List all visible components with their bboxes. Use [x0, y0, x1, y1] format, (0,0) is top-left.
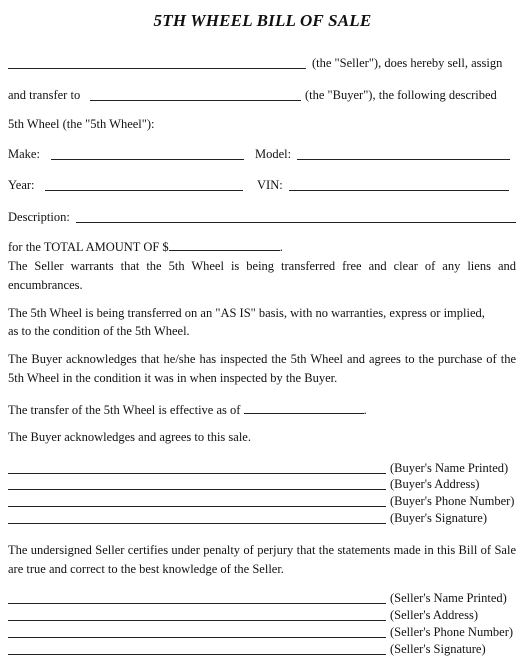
- seller-phone-label: (Seller's Phone Number): [390, 625, 514, 639]
- seller-certification-paragraph: The undersigned Seller certifies under penalty of perjury that the statements made in this Bill of Sale are true and correct to the best knowledge of the Seller.: [8, 543, 516, 576]
- seller-signature-label: (Seller's Signature): [390, 642, 486, 656]
- seller-signature-field[interactable]: [8, 643, 386, 655]
- buyer-address-field[interactable]: [8, 478, 386, 490]
- buyer-signature-label: (Buyer's Signature): [390, 511, 488, 525]
- year-label: Year:: [8, 178, 35, 192]
- buyer-agreement: The Buyer acknowledges and agrees to this sale.: [8, 430, 251, 444]
- buyer-signature-field[interactable]: [8, 512, 386, 524]
- buyer-name-printed-field[interactable]: [8, 462, 386, 474]
- vin-field[interactable]: [289, 179, 509, 191]
- buyer-name-blank[interactable]: [90, 89, 301, 101]
- vin-label: VIN:: [257, 178, 283, 192]
- as-is-line-1: The 5th Wheel is being transferred on an "AS IS" basis, with no warranties, express or implied,: [8, 306, 485, 320]
- seller-phone-field[interactable]: [8, 626, 386, 638]
- as-is-line-2: as to the condition of the 5th Wheel.: [8, 324, 190, 338]
- total-amount-period: .: [279, 240, 283, 254]
- total-amount-field[interactable]: [169, 239, 280, 251]
- effective-date-period: .: [363, 403, 367, 417]
- inspection-paragraph: The Buyer acknowledges that he/she has inspected the 5th Wheel and agrees to the purchase of the 5th Wheel in the condition it was in when inspected by the Buyer.: [8, 352, 516, 385]
- transfer-label: and transfer to: [8, 88, 81, 102]
- make-label: Make:: [8, 147, 40, 161]
- seller-name-printed-label: (Seller's Name Printed): [390, 591, 507, 605]
- warranty-paragraph: The Seller warrants that the 5th Wheel is being transferred free and clear of any liens and encumbrances.: [8, 259, 516, 292]
- model-label: Model:: [255, 147, 292, 161]
- effective-date-field[interactable]: [244, 402, 364, 414]
- seller-name-printed-field[interactable]: [8, 592, 386, 604]
- effective-date-line: [8, 402, 367, 417]
- seller-name-blank[interactable]: [8, 57, 306, 69]
- year-field[interactable]: [45, 179, 243, 191]
- make-field[interactable]: [51, 148, 244, 160]
- buyer-phone-label: (Buyer's Phone Number): [390, 494, 515, 508]
- description-field[interactable]: [76, 211, 516, 223]
- wheel-description-line: 5th Wheel (the "5th Wheel"):: [8, 117, 155, 131]
- seller-address-field[interactable]: [8, 609, 386, 621]
- buyer-address-label: (Buyer's Address): [390, 477, 480, 491]
- description-label: Description:: [8, 210, 70, 224]
- total-amount-line: [8, 239, 283, 254]
- seller-address-label: (Seller's Address): [390, 608, 479, 622]
- effective-date-label: The transfer of the 5th Wheel is effective as of: [8, 403, 241, 417]
- seller-clause: (the "Seller"), does hereby sell, assign: [312, 56, 503, 70]
- total-amount-label: for the TOTAL AMOUNT OF $: [8, 240, 169, 254]
- buyer-name-printed-label: (Buyer's Name Printed): [390, 461, 509, 475]
- model-field[interactable]: [297, 148, 510, 160]
- buyer-clause: (the "Buyer"), the following described: [305, 88, 497, 102]
- buyer-phone-field[interactable]: [8, 495, 386, 507]
- document-title: 5TH WHEEL BILL OF SALE: [153, 11, 372, 30]
